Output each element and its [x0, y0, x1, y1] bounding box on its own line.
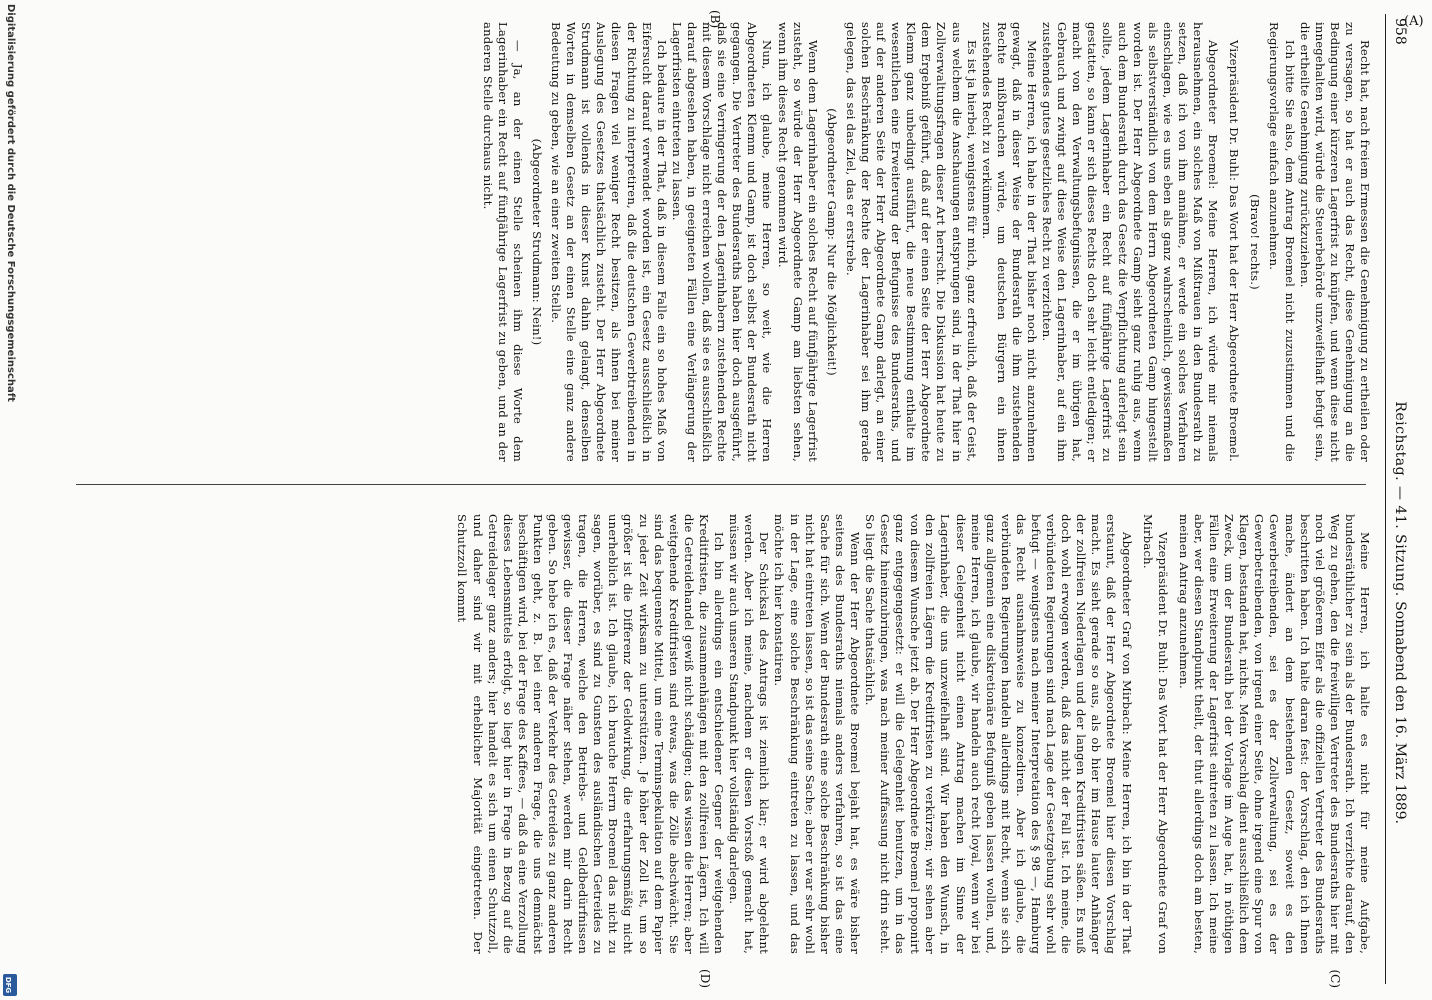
paragraph: Nun, ich glaube, meine Herren, so weit, wie die Herren Abgeordneten Klemm und Gamp, ist doch selbst der Bundesrath nicht gegangen. Die Vertreter des Bundesraths haben hier doch ausgeführt, daß sie eine Verringerung der den Lagerinhabern zustehenden Rechte mit diesem Vorschlage nicht erreichen wollen, daß sie es ausschließlich darauf abgesehen haben, in geeigneten Fällen eine Verlängerung der Lagerfristen eintreten zu lassen.: [669, 22, 775, 462]
margin-marker-d: (D): [698, 969, 712, 988]
page-title: Reichstag. — 41. Sitzung.: [1392, 401, 1408, 597]
session-date: Sonnabend den 16. März 1889.: [1392, 601, 1408, 824]
speaker-paragraph: Abgeordneter Broemel: Meine Herren, ich würde mir niemals herausnehmen, ein solches Maß von Mißtrauen in den Bundesrath zu setzen, daß ich von ihm annähme, er werde ein solches Verfahren einschlagen, wie es uns eben als ganz wahrscheinlich, gewissermaßen als selbstverständlich von dem Herrn Abgeordneten Gamp hingestellt worden ist. Der Herr Abgeordnete Gamp sieht ganz ruhig aus, wenn auch dem Bundesrath durch das Gesetz die Verpflichtung auferlegt sein sollte, jedem Lagerinhaber ein Recht auf fünfjährige Lagerfrist zu gestatten, so kann er sich dieses Rechts doch sehr leicht entledigen; er macht von den Verwaltungsbefugnissen, die er im übrigen hat, Gebrauch und zwingt auf diese Weise den Lagerinhaber, auf ein ihm zustehendes gutes gesetzliches Recht zu verzichten.: [1040, 22, 1221, 462]
paragraph: Der Schicksal des Antrags ist ziemlich klar; er wird abgelehnt werden. Aber ich meine, nachdem er diesen Vorstoß gemacht hat, müssen wir auch unseren Standpunkt hier vollständig darlegen.: [727, 514, 772, 954]
paragraph: Wenn der Herr Abgeordnete Broemel bejaht hat, es wäre bisher seitens des Bundesraths niemals anders verfahren, so ist das eine Sache für sich. Wenn der Bundesrath eine solche Beschränkung bisher nicht hat eintreten lassen, so ist das seine Sache; aber er war sehr wohl in der Lage, eine solche Beschränkung eintreten zu lassen, und das möchte ich hier konstatiren.: [772, 514, 862, 954]
interjection: (Abgeordneter Strudmann: Nein!): [530, 138, 545, 346]
paragraph: Wenn dem Lagerinhaber ein solches Recht auf fünfjährige Lagerfrist zusteht, so würde der Herr Abgeordnete Gamp am liebsten sehen, wenn ihm dieses Recht genommen wird.: [775, 22, 820, 462]
page-header: [1385, 14, 1412, 984]
paragraph: Meine Herren, ich halte es nicht für meine Aufgabe, bundesräthlicher zu sein als der Bundesrath. Ich verzichte darauf, den Weg zu gehen, den die freiwilligen Vertreter des Bundesraths hier mit noch viel größerem Eifer als die offiziellen Vertreter des Bundesraths beschritten haben. Ich halte daran fest: der Vorschlag, den ich Ihnen mache, ändert an dem bestehenden Gesetz, soweit es den Gewerbetreibenden, sei es der Zollverwaltung, sei es der Gewerbetreibenden, von irgend einer Seite, ohne irgend eine Spur von Klagen, bestanden hat, nichts. Mein Vorschlag dient ausschließlich dem Zweck, um der Bundesrath bei der Vorlage im Auge hat, in nöthigen Fällen eine Erweiterung der Lagerfrist eintreten zu lassen. Ich meine aber, wer diesen Standpunkt theilt, der thut allerdings doch am besten, meinen Antrag anzunehmen.: [1176, 514, 1372, 954]
column-divider: [76, 484, 1366, 485]
margin-marker-c: (C): [1328, 969, 1342, 988]
paragraph: Ich bedaure in der That, daß in diesem Falle ein so hohes Maß von Eifersucht darauf verwendet worden ist, ein Gesetz ausschließlich in der Richtung zu interpretiren, daß die deutschen Gewerbtreibenden in diesen Fragen viel weniger Recht besitzen, als ihnen bei meiner Auslegung des Gesetzes thatsächlich zusteht. Der Herr Abgeordnete Strudmann ist vollends in dieser Kunst dahin gelangt, denselben Worten in demselben Gesetz an der einen Stelle eine ganz andere Bedeutung zu geben, wie an einer zweiten Stelle.: [549, 22, 669, 462]
dfg-logo-label: DFG: [4, 976, 13, 994]
interjection: (Abgeordneter Gamp: Nur die Möglichkeit!): [824, 108, 839, 376]
margin-marker-b: (B): [708, 10, 722, 29]
digitization-footer: [2, 0, 22, 1000]
footer-credit-text: Digitalisierung gefördert durch die Deutsche Forschungsgemeinschaft: [5, 4, 16, 402]
text-column-right: [62, 514, 1372, 954]
speaker-paragraph: Vizepräsident Dr. Buhl: Das Wort hat der Herr Abgeordnete Graf von Mirbach.: [1140, 514, 1170, 954]
page-number: 958: [1392, 18, 1408, 45]
speaker-paragraph: Abgeordneter Graf von Mirbach: Meine Herren, ich bin in der That erstaunt, daß der Herr Abgeordnete Broemel hier diesen Vorschlag macht. Es sieht gerade so aus, als ob hier im Hause lauter Anhänger der zollfreien Niederlagen und der langen Kreditfristen säßen. Es muß doch wohl erwogen werden, daß das nicht der Fall ist. Ich meine, die verbündeten Regierungen sind nach Lage der Gesetzgebung sehr wohl befugt — wenigstens nach meiner Interpretation des § 98 —, Hamburg das Recht ausnahmsweise zu konzediren. Aber ich glaube, die verbündeten Regierungen handeln allerdings mit Recht, wenn sie sich ganz allgemein eine diskretionäre Befugniß geben lassen wollen, und, meine Herren, ich glaube, wir handeln auch recht loyal, wenn wir bei dieser Gelegenheit nicht einen Antrag machen im Sinne der Lagerinhaber, die uns unzweifelhaft sind. Wir haben den Wunsch, in den zollfreien Lägern die Kreditfristen zu verkürzen; wir sehen aber von diesem Wunsche jetzt ab. Der Herr Abgeordnete Broemel proponirt ganz entgegengesetzt: er will die Gelegenheit benutzen, um in das Gesetz hineinzubringen, was nach meiner Auffassung nicht drin steht. So liegt die Sache thatsächlich.: [863, 514, 1134, 954]
dfg-logo-icon: [3, 974, 17, 996]
paragraph: — Ja, an der einen Stelle scheinen ihm diese Worte dem Lagerinhaber ein Recht auf fünfjährige Lagerfrist zu geben, und an der anderen Stelle durchaus nicht.: [480, 22, 525, 462]
speaker-paragraph: Vizepräsident Dr. Buhl: Das Wort hat der Herr Abgeordnete Broemel.: [1227, 40, 1242, 462]
paragraph: Ich bin allerdings ein entschiedener Gegner der weitgehenden Kreditfristen, die zusammenhängen mit den zollfreien Lägern. Ich will die Getreidehandel gewiß nicht schädigen; das wissen die Herren; aber weitgehende Kreditfristen sind etwas, was die Zölle abschwächt. Sie sind das bequemste Mittel, um eine Terminspekulation auf dem Papier zu jeder Zeit wirksam zu unterstützen. Je höher der Zoll ist, um so größer ist die Differenz der Geldwirkung, die erfahrungsmäßig nicht unerheblich ist. Ich glaube, ich brauche Herrn Broemel das nicht zu sagen, worüber, es sind zu Gunsten des ausländischen Getreides zu tragen, die Herren, welche den Betriebs- und Geldbedürfnissen gewisser, die dieser Frage näher stehen, werden mir darin Recht geben. So hebe ich es, daß der Verkehr des Getreides zu ganz anderen Punkten geht, z. B. bei einer anderen Frage, die uns demnächst beschäftigen wird, bei der Frage des Kaffees, — daß da eine Verzollung dieses Lebensmittels erfolgt, so liegt hier in Frage in Bezug auf die Getreidelager ganz anders; hier handelt es sich um einen Schutzzoll, und daher sind wir mit erheblicher Majorität eingetreten. Der Schutzzoll kommt: [455, 514, 727, 954]
paragraph: Recht hat, nach freiem Ermessen die Genehmigung zu ertheilen oder zu versagen, so hat er auch das Recht, diese Genehmigung an die Bedingung einer kürzeren Lagerfrist zu knüpfen, und wenn diese nicht innegehalten wird, würde die Steuerbehörde unzweifelhaft befugt sein, die ertheilte Genehmigung zurückzuziehen.: [1297, 22, 1372, 462]
interjection: (Bravo! rechts.): [1248, 194, 1263, 290]
paragraph: Ich bitte Sie also, dem Antrag Broemel nicht zuzustimmen und die Regierungsvorlage einfach anzunehmen.: [1267, 22, 1297, 462]
rotated-page-content: [12, 10, 1412, 988]
margin-marker-a: (A): [1404, 14, 1424, 29]
paragraph: Meine Herren, ich habe in der That bisher noch nicht anzunehmen gewagt, daß in dieser Weise der Bundesrath die ihm zustehenden Rechte mißbrauchen würde, um deutschen Bürgern ein ihnen zustehendes Recht zu verkümmern.: [979, 22, 1040, 462]
paragraph: Es ist ja hierbei, wenigstens für mich, ganz erfreulich, daß der Geist, aus welchem die Anschauungen entsprungen sind, in der That hier in Zollverwaltungsfragen dieser Art herrscht. Die Diskussion hat heute zu dem Ergebniß geführt, daß auf der einen Seite der Herr Abgeordnete Klemm ganz unbedingt ausführt, die neue Bestimmung enthalte im wesentlichen eine Erweiterung der Befugnisse des Bundesraths, und auf der anderen Seite der Herr Abgeordnete Gamp darlegt, an einer solchen Beschränkung der Rechte der Lagerinhaber sei ihm gerade gelegen, das sei das Ziel, das er erstrebe.: [843, 22, 979, 462]
text-column-left: [62, 22, 1372, 462]
